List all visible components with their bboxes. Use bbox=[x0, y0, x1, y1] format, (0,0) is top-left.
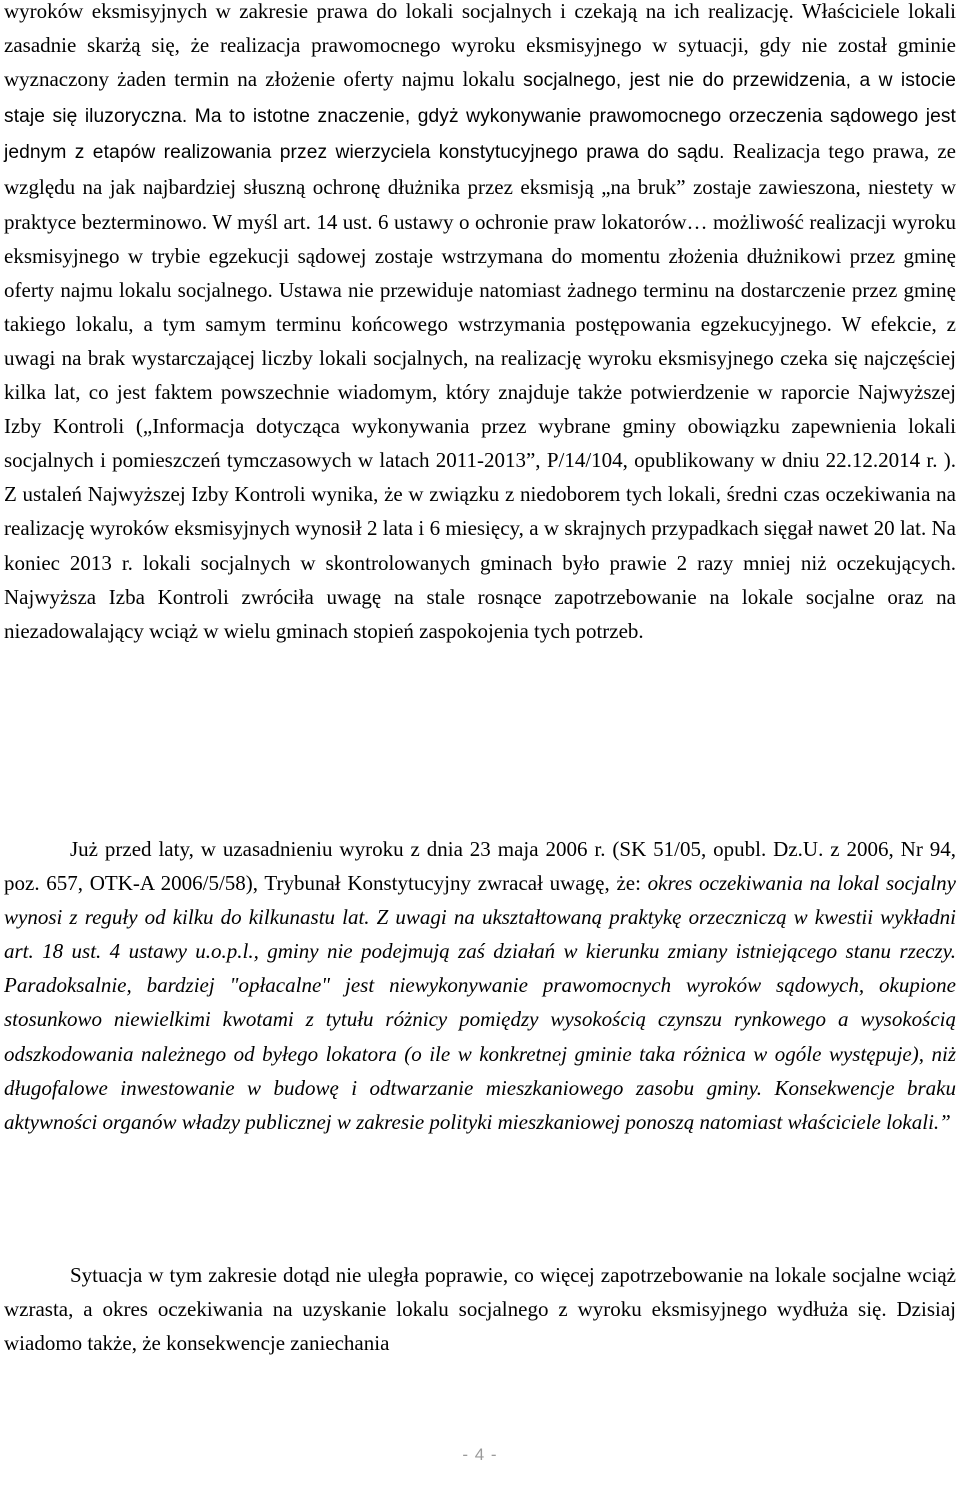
paragraph-2-quote: okres oczekiwania na lokal socjalny wynosi z reguły od kilku do kilkunastu lat. Z uwagi na ukształtowaną praktykę orzeczniczą w kwestii wykładni art. 18 ust. 4 ustawy u.o.p.l., gminy nie podejmują zaś działań w kierunku zmiany istniejącego stanu rzeczy. Paradoksalnie, bardziej "opłacalne" jest niewykonywanie prawomocnych wyroków sądowych, okupione stosunkowo niewielkimi kwotami z tytułu różnicy pomiędzy wysokością czynszu rynkowego a wysokością odszkodowania należnego od byłego lokatora (o ile w konkretnej gminie taka różnica w ogóle występuje), niż długofalowe inwestowanie w budowę i odtwarzanie mieszkaniowego zasobu gminy. Konsekwencje braku aktywności organów władzy publicznej w zakresie polityki mieszkaniowej ponoszą natomiast właściciele lokali.” bbox=[4, 871, 956, 1134]
paragraph-2-intro: Już przed laty, w uzasadnieniu wyroku z dnia 23 maja 2006 r. (SK 51/05, opubl. Dz.U. z 2006, Nr 94, poz. 657, OTK-A 2006/5/58), Trybunał Konstytucyjny zwracał uwagę, że: bbox=[4, 837, 956, 896]
paragraph-eviction-delays bbox=[4, 0, 956, 648]
paragraph-tribunal-ruling bbox=[4, 832, 956, 1139]
paragraph-1-part-2: socjalnego, jest nie do przewidzenia, a w istocie staje się iluzoryczna. bbox=[4, 70, 957, 128]
paragraph-current-situation bbox=[4, 1258, 956, 1360]
paragraph-1-part-1: wyroków eksmisyjnych w zakresie prawa do lokali socjalnych i czekają na ich realizację. Właściciele lokali zasadnie skarżą się, że realizacja prawomocnego wyroku eksmisyjnego w sytuacji, gdy nie został gminie wyznaczony żaden termin na złożenie oferty najmu lokalu bbox=[4, 0, 956, 92]
paragraph-3-text: Sytuacja w tym zakresie dotąd nie uległa poprawie, co więcej zapotrzebowanie na lokale socjalne wciąż wzrasta, a okres oczekiwania na uzyskanie lokalu socjalnego z wyroku eksmisyjnego wydłuża się. Dzisiaj wiadomo także, że konsekwencje zaniechania bbox=[4, 1263, 956, 1356]
paragraph-1-part-3: Ma to istotne znaczenie, gdyż wykonywanie prawomocnego orzeczenia sądowego jest jednym z etapów realizowania przez wierzyciela konstytucyjnego prawa do sądu. bbox=[4, 106, 956, 164]
paragraph-1-part-5: 6 ustawy o ochronie praw lokatorów… możliwość realizacji wyroku eksmisyjnego w trybie egzekucji sądowej zostaje wstrzymana do momentu złożenia dłużnikowi przez gminę oferty najmu lokalu socjalnego. Ustawa nie przewiduje natomiast żadnego terminu na dostarczenie przez gminę takiego lokalu, a tym samym terminu końcowego wstrzymania postępowania egzekucyjnego. W efekcie, z uwagi na brak wystarczającej liczby lokali socjalnych, na realizację wyroku eksmisyjnego czeka się najczęściej kilka lat, co jest faktem powszechnie wiadomym, który znajduje także potwierdzenie w raporcie Najwyższej Izby Kontroli („Informacja dotycząca wykonywania przez wybrane gminy obowiązku zapewnienia lokali socjalnych i pomieszczeń tymczasowych w latach 2011-2013”, P/14/104, opublikowany w dniu 22.12.2014 r. ). Z ustaleń Najwyższej Izby Kontroli wynika, że w związku z niedoborem tych lokali, średni czas oczekiwania na realizację wyroków eksmisyjnych wynosił 2 lata i 6 miesięcy, a w skrajnych przypadkach sięgał nawet 20 lat. Na koniec 2013 r. lokali socjalnych w skontrolowanych gminach było prawie 2 razy mniej niż oczekujących. Najwyższa Izba Kontroli zwróciła uwagę na stale rosnące zapotrzebowanie na lokale socjalne oraz na niezadowalający wciąż w wielu gminach stopień zaspokojenia tych potrzeb. bbox=[4, 209, 956, 643]
page-number: - 4 - bbox=[462, 1445, 498, 1464]
paragraph-1-part-4: Realizacja tego prawa, ze względu na jak najbardziej słuszną ochronę dłużnika przez eksmisją „na bruk” zostaje zawieszona, niestety w praktyce bezterminowo. W myśl art. 14 ust. bbox=[4, 139, 956, 234]
